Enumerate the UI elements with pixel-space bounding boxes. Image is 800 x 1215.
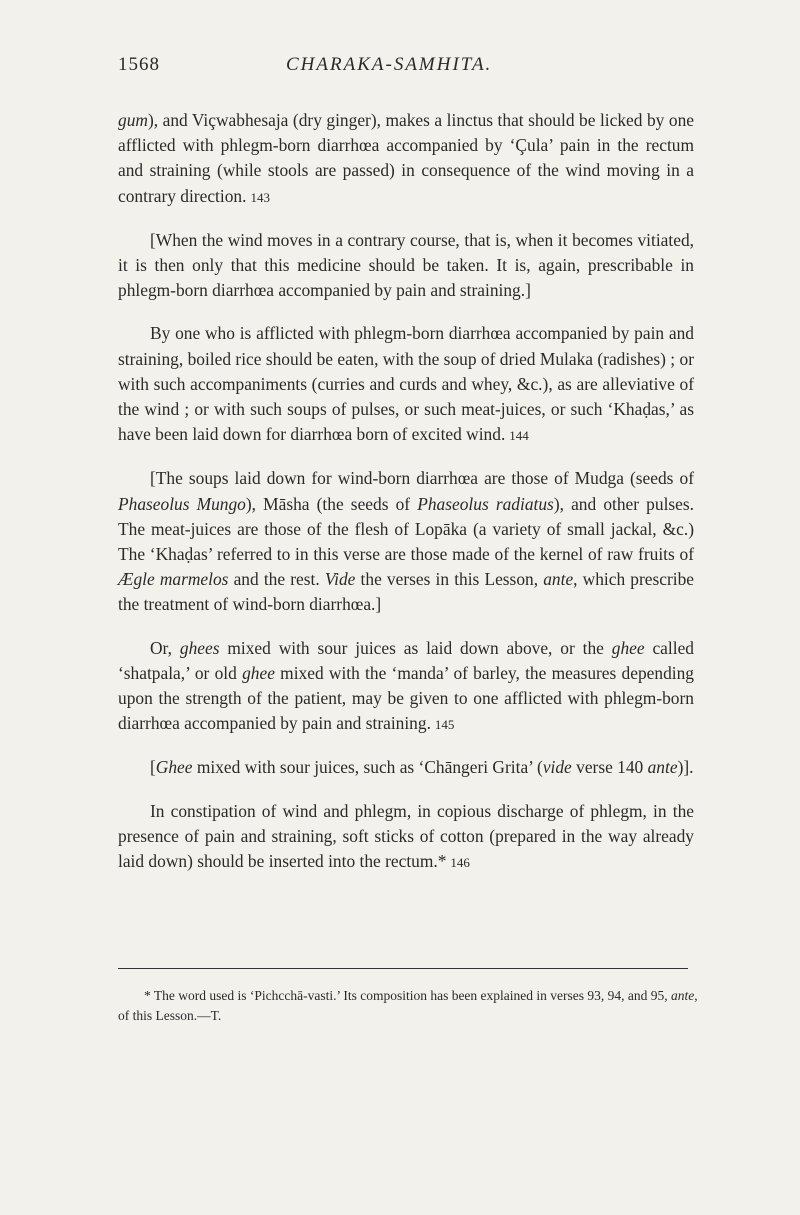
text-run: called ‘shatpala,’ or old [118,637,694,683]
text-run: mixed with sour juices, such as ‘Chāngeri Grita’ ( [192,757,543,778]
paragraph-verse-143 [118,108,694,210]
italic-term: ghees [179,637,220,658]
commentary-paragraph [118,755,694,780]
commentary-paragraph [118,466,694,617]
italic-term: ante [543,569,574,590]
page-number: 1568 [118,54,160,75]
page-header [118,54,698,84]
paragraph-text: In constipation of wind and phlegm, in copious discharge of phlegm, in the presence of pain and straining, soft sticks of cotton (prepared in the way already laid down) should be inserted into the rectum.* [118,800,694,872]
text-run: verse 140 [571,757,648,778]
text-run: )]. [677,757,694,778]
verse-number: 146 [450,855,470,871]
italic-term: ghee [242,662,275,683]
text-run: and the rest. [228,569,325,590]
verse-number: 145 [434,717,455,733]
italic-term: Phaseolus radiatus [417,493,554,514]
page-body [118,108,694,875]
footnote [118,986,698,1026]
verse-number: 143 [250,189,270,205]
paragraph-text: ), and Viçwabhesaja (dry ginger), makes a linctus that should be licked by one afflicted with phlegm-born diarrhœa accompanied by ‘Çula’ pain in the rectum and straining (while stools are passed) in consequence of the wind moving in a contrary direction. [118,110,694,206]
italic-term: Vide [324,569,356,590]
text-run: ), Māsha (the seeds of [245,493,418,514]
running-title: CHARAKA-SAMHITA. [286,54,493,75]
italic-term: ante [647,757,678,778]
verse-number: 144 [509,428,529,444]
text-run: ), and other pulses. The meat-juices are those of the flesh of Lopāka (a variety of small jackal, &c.) The ‘Khaḍas’ referred to in this verse are those made of the kernel of raw fruits of [118,493,695,565]
italic-term: vide [542,757,572,778]
text-run: , which prescribe the treatment of wind-born diarrhœa.] [118,569,695,615]
paragraph-text: By one who is afflicted with phlegm-born diarrhœa accompanied by pain and straining, boiled rice should be eaten, with the soup of dried Mulaka (radishes) ; or with such accompaniments (curries and curds and whey, &c.), as are alleviative of the wind ; or with such soups of pulses, or such meat-juices, or such ‘Khaḍas,’ as have been laid down for diarrhœa born of excited wind. [118,323,694,445]
text-run: [ [150,757,156,778]
paragraph-verse-145 [118,636,694,738]
commentary-paragraph: [When the wind moves in a contrary course, that is, when it becomes vitiated, it is then only that this medicine should be taken. It is, again, prescribable in phlegm-born diarrhœa accompanied by pain and straining.] [118,229,694,301]
text-run: [The soups laid down for wind-born diarrhœa are those of Mudga (seeds of [150,468,694,489]
text-run: mixed with sour juices as laid down above, or the [219,637,612,658]
italic-term: ghee [611,637,645,658]
text-run: the verses in this Lesson, [355,569,544,590]
text-run: * The word used is ‘Pichcchā-vasti.’ Its composition has been explained in verses 93, 94, and 95, [144,988,672,1003]
text-run: , of this Lesson.—T. [118,988,698,1023]
italic-term: gum [118,110,148,130]
italic-term: Ghee [155,757,193,778]
text-run: Or, [150,637,180,658]
italic-term: Phaseolus Mungo [118,493,246,514]
text-run: mixed with the ‘manda’ of barley, the measures depending upon the strength of the patient, may be given to one afflicted with phlegm-born diarrhœa accompanied by pain and straining. [118,662,694,734]
paragraph-verse-146 [118,799,694,876]
italic-term: ante [671,988,695,1003]
paragraph-verse-144 [118,321,694,448]
footnote-divider [118,968,688,969]
italic-term: Ægle marmelos [118,569,229,590]
